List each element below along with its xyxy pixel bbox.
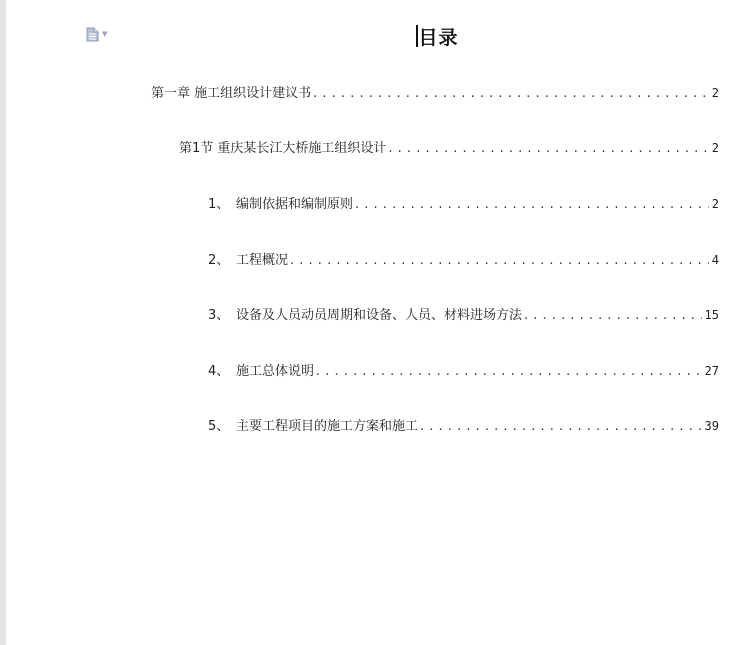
toc-entry-number: 2、 xyxy=(208,253,230,268)
toc-leader-dots xyxy=(418,419,702,435)
page-left-rail xyxy=(0,0,6,645)
toc-entry-item-5[interactable] xyxy=(208,418,719,435)
toc-entry-page: 27 xyxy=(704,364,719,378)
toc-entry-label: 第1节 重庆某长江大桥施工组织设计 xyxy=(179,141,387,156)
text-cursor xyxy=(416,25,418,47)
toc-entry-page: 4 xyxy=(711,253,719,267)
toc-entry-page: 2 xyxy=(711,86,719,100)
toc-entry-label: 设备及人员动员周期和设备、人员、材料进场方法 xyxy=(236,308,523,323)
title-area[interactable] xyxy=(416,24,459,48)
toc-entry-label: 主要工程项目的施工方案和施工 xyxy=(236,419,419,434)
toc-entry-item-2[interactable] xyxy=(208,252,719,269)
toc-entry-number: 3、 xyxy=(208,308,230,323)
toc-leader-dots xyxy=(522,308,702,324)
toc-entry-section-1[interactable] xyxy=(179,140,719,157)
toc-entry-item-4[interactable] xyxy=(208,363,719,380)
document-menu-button[interactable] xyxy=(86,27,107,42)
toc-entry-page: 2 xyxy=(711,141,719,155)
toc-leader-dots xyxy=(353,197,709,213)
toc-entry-page: 39 xyxy=(704,419,719,433)
toc-entry-label: 编制依据和编制原则 xyxy=(236,197,354,212)
toc-leader-dots xyxy=(311,86,709,102)
toc-entry-number: 4、 xyxy=(208,364,230,379)
chevron-down-icon: ▼ xyxy=(102,30,108,38)
toc-entry-page: 2 xyxy=(711,197,719,211)
page-title: 目录 xyxy=(418,26,459,49)
toc-entry-item-1[interactable] xyxy=(208,196,719,213)
toc-entry-page: 15 xyxy=(704,308,719,322)
toc-entry-number: 5、 xyxy=(208,419,230,434)
toc-leader-dots xyxy=(386,141,708,157)
toc-entry-item-3[interactable] xyxy=(208,307,719,324)
toc-entry-number: 1、 xyxy=(208,197,230,212)
toc-entry-chapter-1[interactable] xyxy=(151,85,719,102)
toc-entry-label: 施工总体说明 xyxy=(236,364,315,379)
toc-leader-dots xyxy=(314,364,702,380)
document-icon xyxy=(86,27,99,42)
toc-entry-label: 第一章 施工组织设计建议书 xyxy=(151,86,312,101)
toc-leader-dots xyxy=(288,253,709,269)
toc-entry-label: 工程概况 xyxy=(236,253,289,268)
